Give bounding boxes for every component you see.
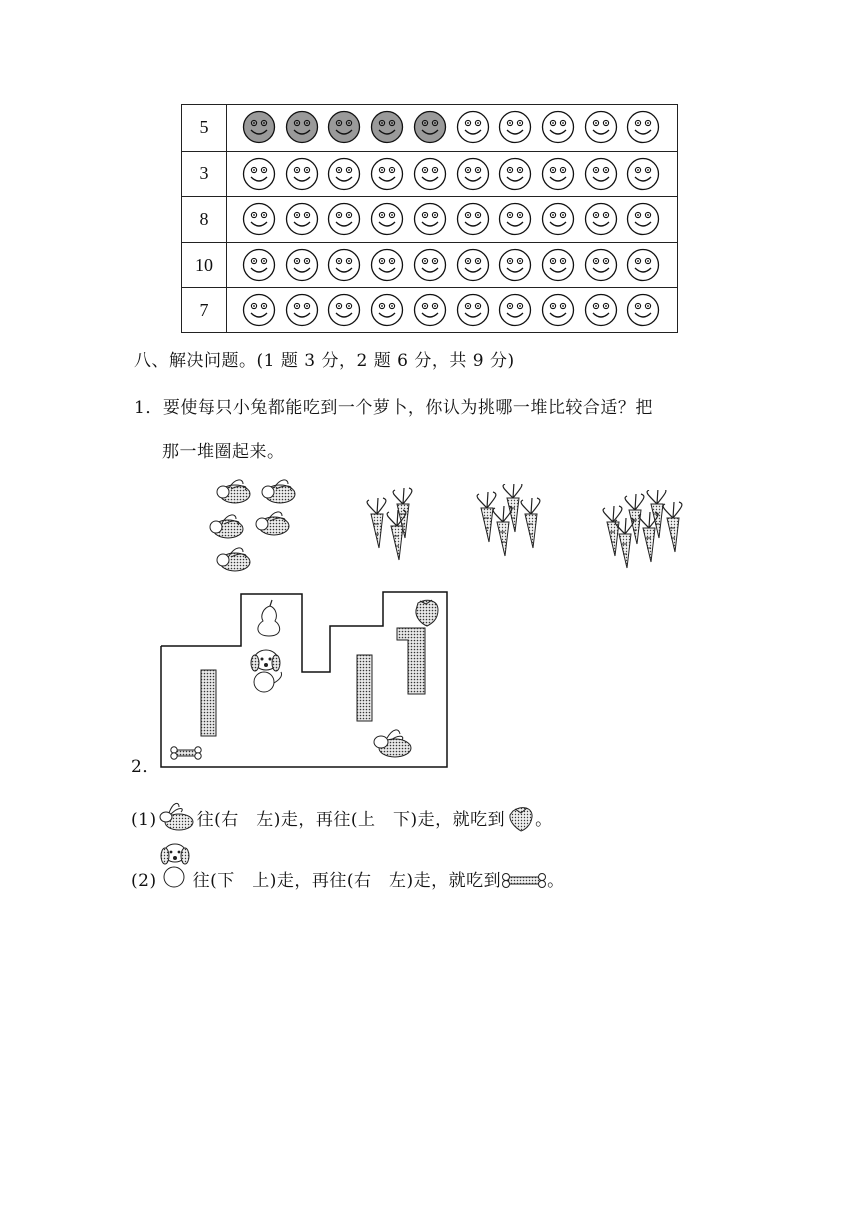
q2-number: 2． — [131, 757, 160, 777]
table-row — [182, 287, 677, 333]
shaded-smiley-icon[interactable] — [327, 110, 361, 144]
smiley-icon[interactable] — [456, 157, 490, 191]
carrot-icon — [663, 502, 682, 552]
row-number: 8 — [182, 197, 227, 242]
smiley-icon[interactable] — [541, 293, 575, 327]
table-row — [182, 105, 677, 151]
rabbit-icon — [217, 548, 250, 571]
pear-icon — [258, 600, 280, 636]
strawberry-icon — [505, 801, 535, 833]
smiley-icon[interactable] — [541, 157, 575, 191]
rabbit-icon — [374, 730, 411, 757]
q2-sub2-end: 。 — [547, 871, 565, 891]
smiley-icon[interactable] — [498, 202, 532, 236]
table-row — [182, 151, 677, 197]
rabbit-icon — [256, 512, 289, 535]
bone-icon — [171, 747, 201, 759]
strawberry-icon — [416, 600, 438, 626]
q2-sub2 — [131, 866, 565, 891]
shaded-smiley-icon[interactable] — [413, 110, 447, 144]
rabbit-icon — [217, 480, 250, 503]
rabbit-icon — [210, 515, 243, 538]
row-number: 10 — [182, 243, 227, 288]
smiley-icon[interactable] — [370, 157, 404, 191]
carrot-icon — [493, 506, 512, 556]
carrot-pile-3[interactable] — [595, 490, 700, 570]
smiley-icon[interactable] — [327, 202, 361, 236]
smiley-icon[interactable] — [498, 157, 532, 191]
carrot-icon — [477, 492, 496, 542]
q2-sub1-text: 往(右 左)走，再往(上 下)走，就吃到 — [196, 810, 506, 830]
smiley-icon[interactable] — [584, 157, 618, 191]
q2-sub1-prefix: (1) — [131, 810, 157, 830]
table-row — [182, 242, 677, 288]
smiley-icon[interactable] — [413, 293, 447, 327]
q2-sub2-prefix: (2) — [131, 871, 157, 891]
carrot-icon — [387, 510, 406, 560]
smiley-icon[interactable] — [370, 248, 404, 282]
carrot-pile-1[interactable] — [355, 486, 445, 566]
dog-icon — [251, 650, 282, 692]
rabbit-icon — [262, 480, 295, 503]
q2-sub1-end: 。 — [535, 810, 553, 830]
smiley-icon[interactable] — [242, 248, 276, 282]
smiley-icon[interactable] — [413, 248, 447, 282]
smiley-icon[interactable] — [242, 293, 276, 327]
row-number: 7 — [182, 288, 227, 333]
maze-diagram — [155, 588, 455, 773]
smiley-icon[interactable] — [626, 110, 660, 144]
maze-wall — [357, 655, 372, 721]
smiley-icon[interactable] — [498, 110, 532, 144]
section-heading: 八、解决问题。(1 题 3 分，2 题 6 分，共 9 分) — [134, 351, 515, 371]
smiley-icon[interactable] — [285, 248, 319, 282]
smiley-icon[interactable] — [413, 157, 447, 191]
smiley-icon[interactable] — [285, 293, 319, 327]
row-number: 5 — [182, 105, 227, 151]
smiley-icon[interactable] — [456, 248, 490, 282]
smiley-icon[interactable] — [541, 202, 575, 236]
shaded-smiley-icon[interactable] — [242, 110, 276, 144]
smiley-icon[interactable] — [327, 248, 361, 282]
carrot-pile-2[interactable] — [465, 484, 565, 564]
carrot-icon — [367, 498, 386, 548]
smiley-icon[interactable] — [541, 248, 575, 282]
q2-sub1 — [131, 805, 553, 833]
smiley-icon[interactable] — [285, 157, 319, 191]
carrot-icon — [639, 512, 658, 562]
smiley-icon[interactable] — [456, 202, 490, 236]
smiley-icon[interactable] — [456, 293, 490, 327]
table-row — [182, 196, 677, 242]
smiley-icon[interactable] — [498, 293, 532, 327]
smiley-icon[interactable] — [242, 202, 276, 236]
smiley-icon[interactable] — [626, 293, 660, 327]
smiley-icon[interactable] — [584, 110, 618, 144]
smiley-icon[interactable] — [370, 202, 404, 236]
smiley-table — [181, 104, 678, 333]
smiley-icon[interactable] — [285, 202, 319, 236]
q1-text-line1: 1．要使每只小兔都能吃到一个萝卜，你认为挑哪一堆比较合适？把 — [134, 398, 653, 418]
smiley-icon[interactable] — [584, 293, 618, 327]
smiley-icon[interactable] — [584, 202, 618, 236]
maze-wall — [397, 628, 425, 694]
smiley-icon[interactable] — [327, 157, 361, 191]
dog-icon — [157, 839, 193, 891]
smiley-icon[interactable] — [456, 110, 490, 144]
smiley-icon[interactable] — [242, 157, 276, 191]
smiley-icon[interactable] — [541, 110, 575, 144]
carrot-icon — [603, 506, 622, 556]
smiley-icon[interactable] — [626, 157, 660, 191]
rabbits-group — [200, 474, 320, 584]
smiley-icon[interactable] — [584, 248, 618, 282]
row-number: 3 — [182, 152, 227, 197]
q2-sub2-text: 往(下 上)走，再往(右 左)走，就吃到 — [192, 871, 502, 891]
carrot-icon — [521, 498, 540, 548]
smiley-icon[interactable] — [498, 248, 532, 282]
smiley-icon[interactable] — [413, 202, 447, 236]
smiley-icon[interactable] — [370, 293, 404, 327]
smiley-icon[interactable] — [327, 293, 361, 327]
rabbit-icon — [157, 796, 197, 832]
q1-text-line2: 那一堆圈起来。 — [162, 442, 285, 462]
bone-icon — [501, 870, 547, 890]
smiley-icon[interactable] — [626, 202, 660, 236]
shaded-smiley-icon[interactable] — [370, 110, 404, 144]
smiley-icon[interactable] — [626, 248, 660, 282]
maze-wall — [201, 670, 216, 736]
shaded-smiley-icon[interactable] — [285, 110, 319, 144]
